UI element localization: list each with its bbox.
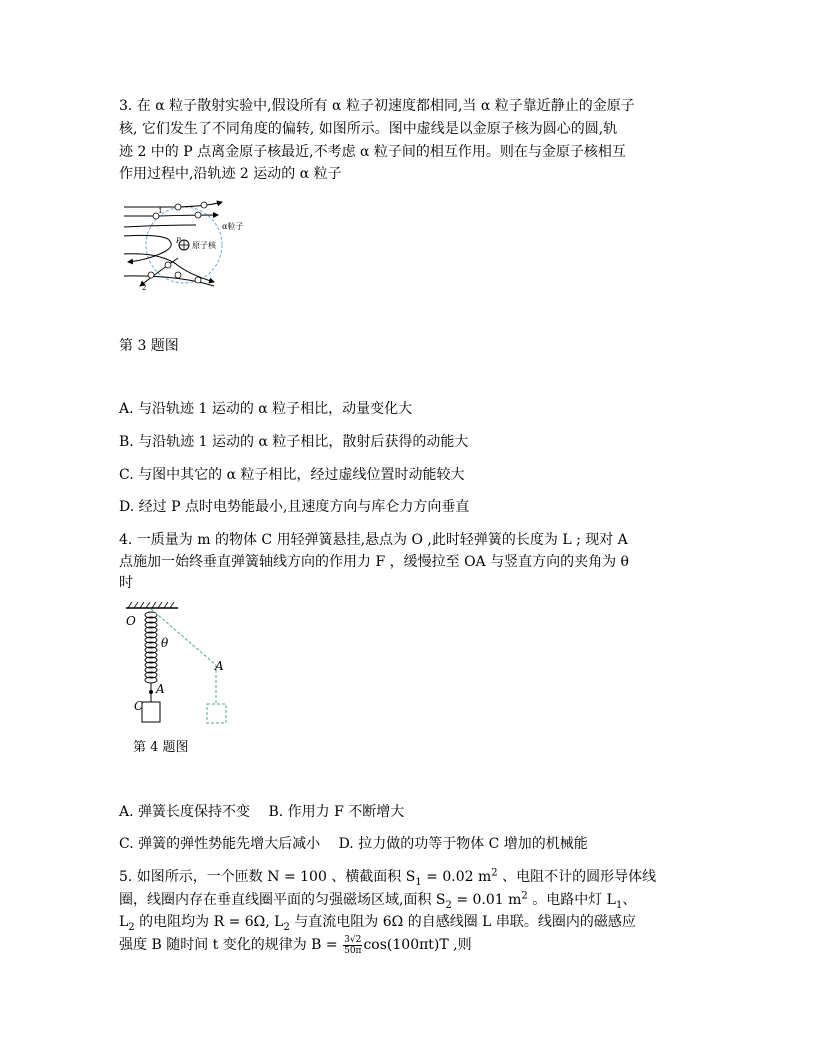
label-A-displaced: A (215, 659, 224, 673)
q3-stem-line-3: 迹 2 中的 P 点离金原子核最近,不考虑 α 粒子间的相互作用。则在与金原子核相互 (119, 144, 626, 160)
trajectory-2 (140, 258, 178, 286)
fraction: $\frac{3√2}{50\pi}$ (344, 934, 362, 956)
spring (145, 612, 157, 683)
q3-option-d: D. 经过 P 点时电势能最小,且速度方向与库仑力方向垂直 (119, 499, 470, 515)
q4-stem-line-2: 点施加一始终垂直弹簧轴线方向的作用力 F ，缓慢拉至 OA 与竖直方向的夹角为 θ (119, 554, 629, 570)
q4-spring-figure (118, 600, 238, 740)
q4-stem-line-3: 时 (119, 575, 133, 591)
label-1: 1 (158, 207, 163, 215)
q4-caption: 第 4 题图 (133, 740, 189, 755)
label-P: P (176, 237, 181, 245)
q3-stem-line-2: 核, 它们发生了不同角度的偏转, 如图所示。图中虚线是以金原子核为圆心的圆,轨 (119, 121, 618, 137)
q5-stem-line-3: $L_2$ 的电阻均为 R = 6Ω, $L_2$ 与直流电阻为 6Ω 的自感线圈 L 串联。线圈内的磁感应 (119, 914, 636, 933)
q3-option-c: C. 与图中其它的 α 粒子相比，经过虚线位置时动能较大 (119, 467, 465, 483)
q3-caption: 第 3 题图 (119, 338, 179, 354)
q3-stem-line-1: 3. 在 α 粒子散射实验中,假设所有 α 粒子初速度都相同,当 α 粒子靠近静止的金原子 (119, 98, 635, 114)
label-A: A (156, 682, 165, 696)
label-C: C (134, 699, 144, 713)
q4-stem-line-1: 4. 一质量为 m 的物体 C 用轻弹簧悬挂,悬点为 O ,此时轻弹簧的长度为 L ; 现对 A (119, 532, 628, 548)
mass-C-displaced (207, 704, 226, 723)
label-2: 2 (142, 284, 147, 292)
label-nucleus: 原子核 (192, 241, 216, 250)
q3-scattering-figure (118, 188, 258, 298)
q5-stem-line-2: 圈，线圈内存在垂直线圈平面的匀强磁场区域,面积 $S_2 = 0.01$ $m^2$ 。电路中灯 $L_1$、 (119, 890, 637, 911)
q3-option-a: A. 与沿轨迹 1 运动的 α 粒子相比，动量变化大 (119, 401, 413, 417)
mass-C (142, 702, 160, 722)
label-O: O (126, 614, 136, 628)
q4-option-cd: C. 弹簧的弹性势能先增大后减小 D. 拉力做的功等于物体 C 增加的机械能 (119, 836, 588, 852)
label-theta: θ (161, 636, 169, 650)
q5-stem-line-4: 强度 B 随时间 t 变化的规律为 B = $\frac{3√2}{50\pi}$ cos(100πt)T ,则 (119, 934, 472, 956)
q3-stem-line-4: 作用过程中,沿轨迹 2 运动的 α 粒子 (119, 166, 342, 182)
label-alpha: α粒子 (222, 222, 244, 231)
q3-option-b: B. 与沿轨迹 1 运动的 α 粒子相比，散射后获得的动能大 (119, 434, 469, 450)
trajectory-mid (124, 225, 196, 227)
q4-option-ab: A. 弹簧长度保持不变 B. 作用力 F 不断增大 (119, 804, 405, 820)
q5-stem-line-1: 5. 如图所示，一个匝数 N = 100 、横截面积 $S_1 = 0.02$ $m^2$ 、电阻不计的圆形导体线 (119, 867, 657, 888)
trajectory-1 (124, 215, 218, 216)
